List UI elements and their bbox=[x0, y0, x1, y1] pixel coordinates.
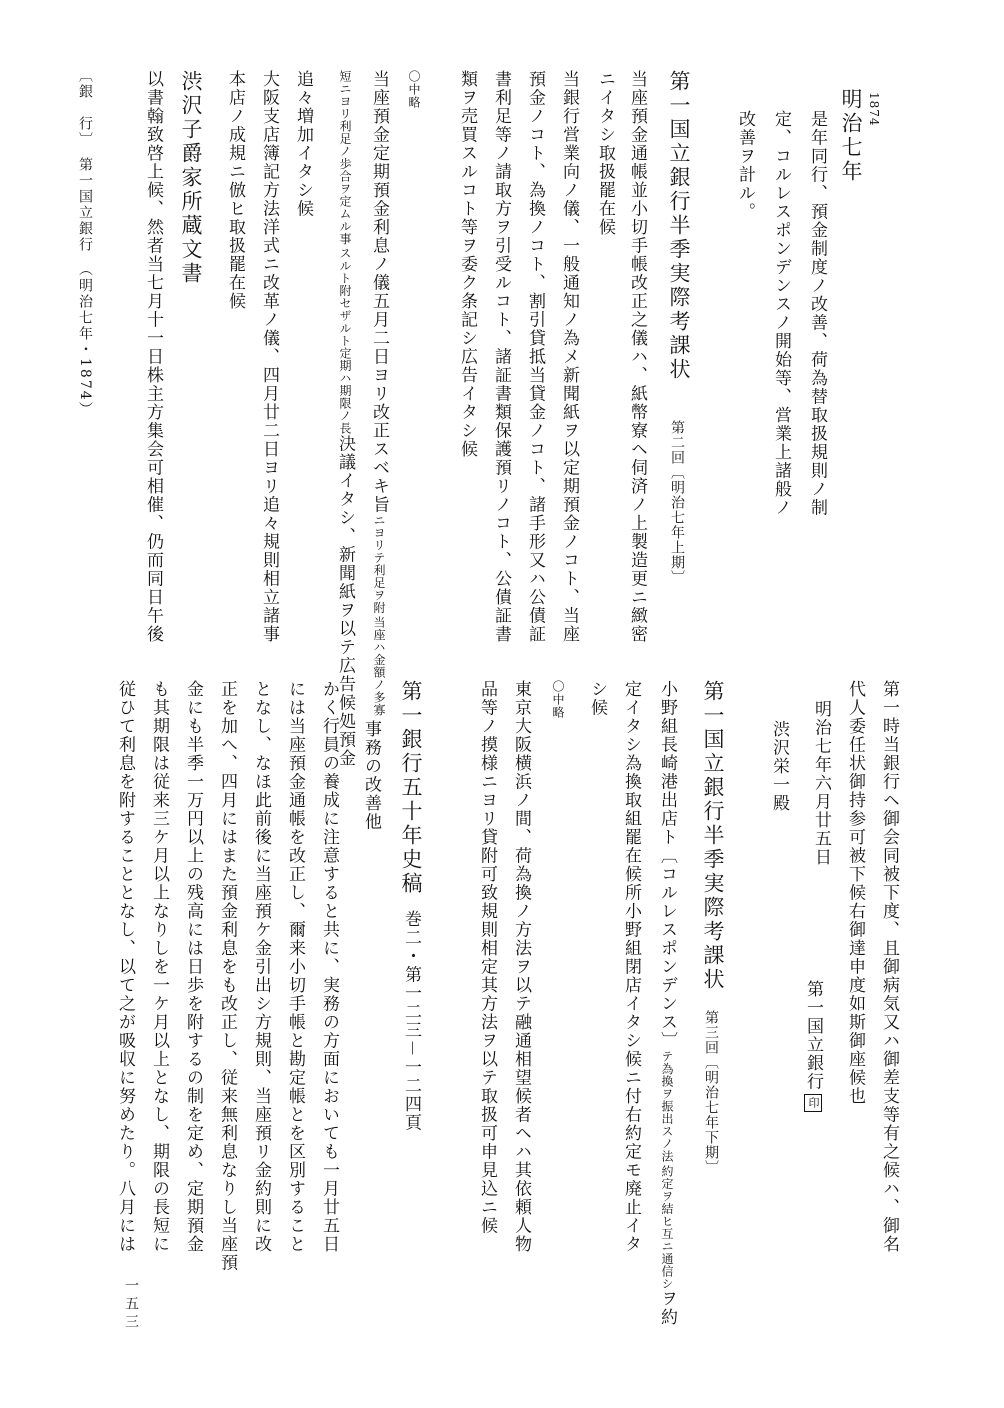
section-heading: 事務の改善他 bbox=[361, 720, 381, 831]
interest-note-b1: スルト附セザルト定期ハ期限ノ長 bbox=[338, 247, 352, 435]
bottom-line-9: には当座預金通帳を改正し、爾来小切手帳と勘定帳とを区別すること bbox=[285, 680, 305, 1254]
letter-date: 明治七年六月廿五日 bbox=[811, 700, 831, 867]
top-line-8-tail: 決議イタシ、新聞紙ヲ以テ広告候処預金 bbox=[335, 434, 355, 768]
history-title: 第一銀行五十年史稿 bbox=[399, 680, 423, 896]
page-number: 一五三 bbox=[123, 1278, 139, 1332]
interest-note-a1: 当座ハ金額ノ多寡 bbox=[372, 616, 386, 716]
report-note-2: 第二回〔明治七年上期〕 bbox=[669, 420, 685, 585]
top-line-5: 書利足等ノ請取方ヲ引受ルコト、諸証書類保護預リノコト、公債証書 bbox=[491, 70, 511, 644]
top-line-7 bbox=[370, 70, 387, 716]
bottom-line-3-head: 小野組長崎港出店ト〔コルレスポンデンス〕 bbox=[657, 680, 677, 1050]
year-era: 明治七年 bbox=[839, 88, 863, 184]
history-note: 巻二・第一二三－一二四頁 bbox=[401, 910, 421, 1132]
sender-name: 第一国立銀行 bbox=[803, 980, 823, 1091]
bottom-line-2: 代人委任状御持参可被下候右御達申度如斯御座候也 bbox=[845, 680, 865, 1106]
omitted-marker-2: 〇中略 bbox=[551, 680, 565, 719]
interest-note-b bbox=[339, 70, 351, 435]
bottom-line-10: となし、なほ此前後に当座預ケ金引出シ方規則、当座預リ金約則に改 bbox=[251, 680, 271, 1254]
top-line-11: 本店ノ成規ニ倣ヒ取扱罷在候 bbox=[225, 70, 245, 311]
correspondence-note-a: 約定ヲ結ヒ互ニ通信シ bbox=[660, 1164, 674, 1290]
top-line-7-head: 当座預金定期預金利息ノ儀五月二日ヨリ改正スベキ旨 bbox=[369, 70, 389, 514]
top-line-4: 預金ノコト、為換ノコト、割引貸抵当貸金ノコト、諸手形又ハ公債証 bbox=[525, 70, 545, 644]
report-title-3: 第一国立銀行半季実際考課状 bbox=[701, 680, 725, 992]
running-footer: 〔銀 行〕 第一国立銀行 （明治七年・1874） bbox=[77, 68, 93, 418]
seal-stamp: 印 bbox=[804, 1094, 822, 1112]
bottom-line-1: 第一時当銀行ヘ御会同被下度、且御病気又ハ御差支等有之候ハ、御名 bbox=[879, 680, 899, 1254]
bottom-line-5: シ候 bbox=[587, 680, 607, 717]
correspondence-note-b: テ為換ヲ振出スノ法 bbox=[660, 1050, 674, 1163]
top-line-6: 類ヲ売買スルコト等ヲ委ク条記シ広告イタシ候 bbox=[457, 70, 477, 459]
top-line-3: 当銀行営業向ノ儀、一般通知ノ為メ新聞紙ヲ以定期預金ノコト、当座 bbox=[559, 70, 579, 644]
top-line-8 bbox=[336, 70, 353, 768]
intro-line-1: 是年同行、預金制度ノ改善、荷為替取扱規則ノ制 bbox=[807, 110, 827, 517]
top-line-1: 当座預金通帳並小切手帳改正之儀ハ、紙幣寮ヘ伺済ノ上製造更ニ緻密 bbox=[627, 70, 647, 644]
bottom-line-7: 品等ノ摸様ニヨリ貸附可致規則相定其方法ヲ以テ取扱可申見込ニ候 bbox=[477, 680, 497, 1235]
interest-note-b2: 短ニヨリ利足ノ歩合ヲ定ムル事 bbox=[338, 70, 352, 245]
letter-addressee: 渋沢栄一殿 bbox=[769, 720, 789, 813]
bottom-line-6: 東京大阪横浜ノ間、荷為換ノ方法ヲ以テ融通相望候者ヘハ其依頼人物 bbox=[511, 680, 531, 1254]
omitted-marker-1: 〇中略 bbox=[407, 70, 421, 109]
report-title-2: 第一国立銀行半季実際考課状 bbox=[667, 70, 691, 382]
bottom-section bbox=[0, 680, 1004, 1327]
intro-line-3: 改善ヲ計ル。 bbox=[735, 110, 755, 221]
top-line-10: 大阪支店簿記方法洋式ニ改革ノ儀、四月廿二日ヨリ追々規則相立諸事 bbox=[259, 70, 279, 644]
bottom-line-4: 定イタシ為換取組罷在候所小野組閉店イタシ候ニ付右約定モ廃止イタ bbox=[621, 680, 641, 1254]
bottom-line-11: 正を加へ、四月にはまた預金利息をも改正し、従来無利息なりし当座預 bbox=[217, 680, 237, 1272]
bottom-line-3 bbox=[658, 680, 675, 1327]
source-title: 渋沢子爵家所蔵文書 bbox=[179, 70, 203, 286]
top-line-2: ニイタシ取扱罷在候 bbox=[595, 70, 615, 237]
top-line-9: 追々増加イタシ候 bbox=[293, 70, 313, 218]
correspondence-note bbox=[661, 1050, 673, 1290]
year-western: 1874 bbox=[867, 92, 881, 127]
interest-note-a2: ニヨリテ利足ヲ附 bbox=[372, 514, 386, 614]
bottom-line-13: も其期限は従来三ケ月以上なりしを一ケ月以上となし、期限の長短に bbox=[149, 680, 169, 1254]
intro-line-2: 定、コルレスポンデンスノ開始等、営業上諸般ノ bbox=[771, 110, 791, 517]
report-note-3: 第三回〔明治七年下期〕 bbox=[703, 1010, 719, 1175]
bottom-line-14: 従ひて利息を附することとなし、以て之が吸収に努めたり。八月には bbox=[115, 680, 135, 1254]
bottom-line-12: 金にも半季一万円以上の残高には日歩を附するの制を定め、定期預金 bbox=[183, 680, 203, 1254]
bottom-line-3-tail: ヲ約 bbox=[657, 1289, 677, 1327]
top-line-12: 以書翰致啓上候、然者当七月十一日株主方集会可相催、仍而同日午後 bbox=[143, 70, 163, 644]
letter-sender bbox=[804, 980, 822, 1112]
bottom-line-8: かく行員の養成に注意すると共に、実務の方面においても一月廿五日 bbox=[319, 680, 339, 1254]
